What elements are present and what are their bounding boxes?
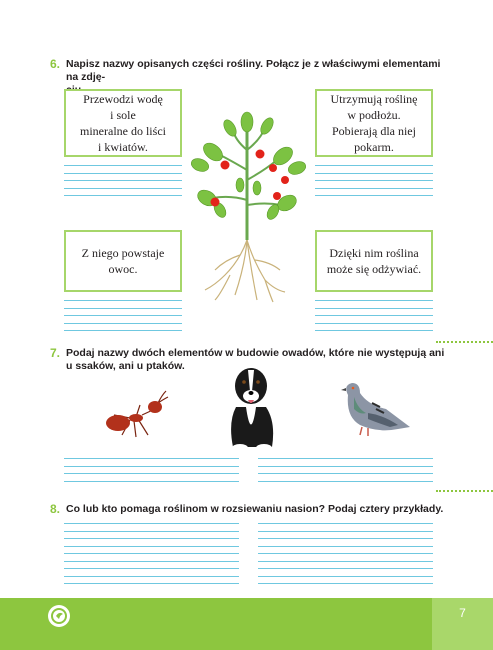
answer-lines-roots[interactable] xyxy=(315,165,433,203)
answer-lines-leaves[interactable] xyxy=(315,300,433,338)
plant-illustration xyxy=(185,110,315,305)
separator-dots-2 xyxy=(436,490,493,492)
task-7-number: 7. xyxy=(50,346,61,360)
pigeon-illustration xyxy=(338,375,413,445)
description-box-roots: Utrzymują roślinę w podłożu. Pobierają dla niej pokarm. xyxy=(315,89,433,157)
task-7-instruction: Podaj nazwy dwóch elementów w budowie owadów, które nie występują ani u ssaków, ani u ptaków. xyxy=(66,347,445,372)
ant-illustration xyxy=(100,385,170,445)
task-6-instruction: Napisz nazwy opisanych części rośliny. Połącz je z właściwymi elementami na zdję- xyxy=(66,58,441,83)
description-box-flower: Z niego powstaje owoc. xyxy=(64,230,182,292)
answer-lines-stem[interactable] xyxy=(64,165,182,203)
description-box-stem: Przewodzi wodę i sole mineralne do liści i kwiatów. xyxy=(64,89,182,157)
task-6-number: 6. xyxy=(50,57,61,71)
answer-lines-task-7-right[interactable] xyxy=(258,458,433,488)
answer-lines-task-8-left[interactable] xyxy=(64,523,239,591)
description-box-leaves: Dzięki nim roślina może się odżywiać. xyxy=(315,230,433,292)
dog-illustration xyxy=(218,362,284,452)
task-8-number: 8. xyxy=(50,502,61,516)
publisher-logo-icon xyxy=(48,605,70,627)
answer-lines-flower[interactable] xyxy=(64,300,182,338)
separator-dots-1 xyxy=(436,341,493,343)
answer-lines-task-8-right[interactable] xyxy=(258,523,433,591)
answer-lines-task-7-left[interactable] xyxy=(64,458,239,488)
page-number: 7 xyxy=(459,606,466,620)
footer-bar xyxy=(0,598,493,650)
task-8-instruction: Co lub kto pomaga roślinom w rozsiewaniu nasion? Podaj cztery przykłady. xyxy=(66,503,444,515)
